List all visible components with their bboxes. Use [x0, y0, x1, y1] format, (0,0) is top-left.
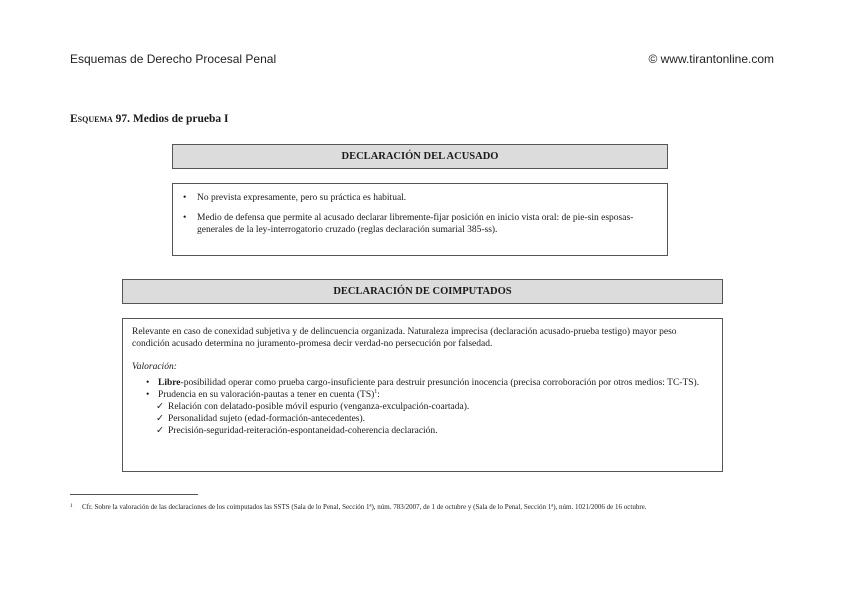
- prudencia-colon: :: [377, 390, 380, 400]
- footnote-marker: 1: [70, 503, 73, 509]
- check-icon: ✓: [156, 414, 164, 424]
- scheme-label: Esquema: [70, 113, 113, 125]
- book-title: Esquemas de Derecho Procesal Penal: [70, 52, 277, 66]
- declaracion-coimputados-box: [122, 318, 723, 472]
- scheme-title: [70, 113, 228, 125]
- footnote-reference: 1: [374, 388, 378, 395]
- check-item-text: Relación con delatado-posible móvil espurio (venganza-exculpación-coartada).: [168, 402, 470, 412]
- check-item: [132, 401, 713, 413]
- check-icon: ✓: [156, 426, 164, 436]
- check-item: [132, 413, 713, 425]
- website-credit: © www.tirantonline.com: [648, 52, 774, 66]
- libre-item: [132, 377, 713, 389]
- valoracion-label: Valoración:: [132, 362, 177, 372]
- list-item: • No prevista expresamente, pero su práctica es habitual.: [183, 192, 657, 204]
- section-heading-declaracion-acusado: DECLARACIÓN DEL ACUSADO: [172, 144, 668, 169]
- declaracion-acusado-list: [183, 192, 657, 236]
- scheme-heading: 97. Medios de prueba I: [115, 113, 229, 125]
- check-item-text: Personalidad sujeto (edad-formación-antecedentes).: [168, 414, 366, 424]
- check-item: [132, 425, 713, 437]
- libre-text: -posibilidad operar como prueba cargo-insuficiente para destruir presunción inocencia (precisa corroboración por otros medios: TC-TS).: [180, 378, 700, 388]
- list-item: • Medio de defensa que permite al acusado declarar libremente-fijar posición en inicio vista oral: de pie-sin esposas-generales de la ley-interrogatorio cruzado (reglas declaración sumarial 385-ss).: [183, 212, 657, 236]
- libre-term: Libre: [158, 378, 181, 388]
- footnote-text: Cfr. Sobre la valoración de las declaraciones de los coimputados las SSTS (Sala de lo Penal, Sección 1ª), núm. 783/2007, de 1 de octubre y (Sala de lo Penal, Sección 1ª), núm. 1021/2006 de 16 octubre.: [82, 503, 647, 511]
- footnote-divider: [70, 494, 198, 495]
- check-item-text: Precisión-seguridad-reiteración-espontaneidad-coherencia declaración.: [168, 426, 438, 436]
- declaracion-acusado-box: [172, 183, 668, 256]
- footnote: [70, 503, 780, 512]
- section-heading-declaracion-coimputados: DECLARACIÓN DE COIMPUTADOS: [122, 279, 723, 304]
- check-icon: ✓: [156, 402, 164, 412]
- prudencia-item: [132, 389, 713, 401]
- prudencia-text: Prudencia en su valoración-pautas a tener en cuenta (TS): [158, 390, 375, 400]
- coimputados-intro: Relevante en caso de conexidad subjetiva y de delincuencia organizada. Naturaleza imprecisa (declaración acusado-prueba testigo) mayor peso condición acusado determina no juramento-promesa decir verdad-no persecución por falsedad.: [132, 327, 677, 349]
